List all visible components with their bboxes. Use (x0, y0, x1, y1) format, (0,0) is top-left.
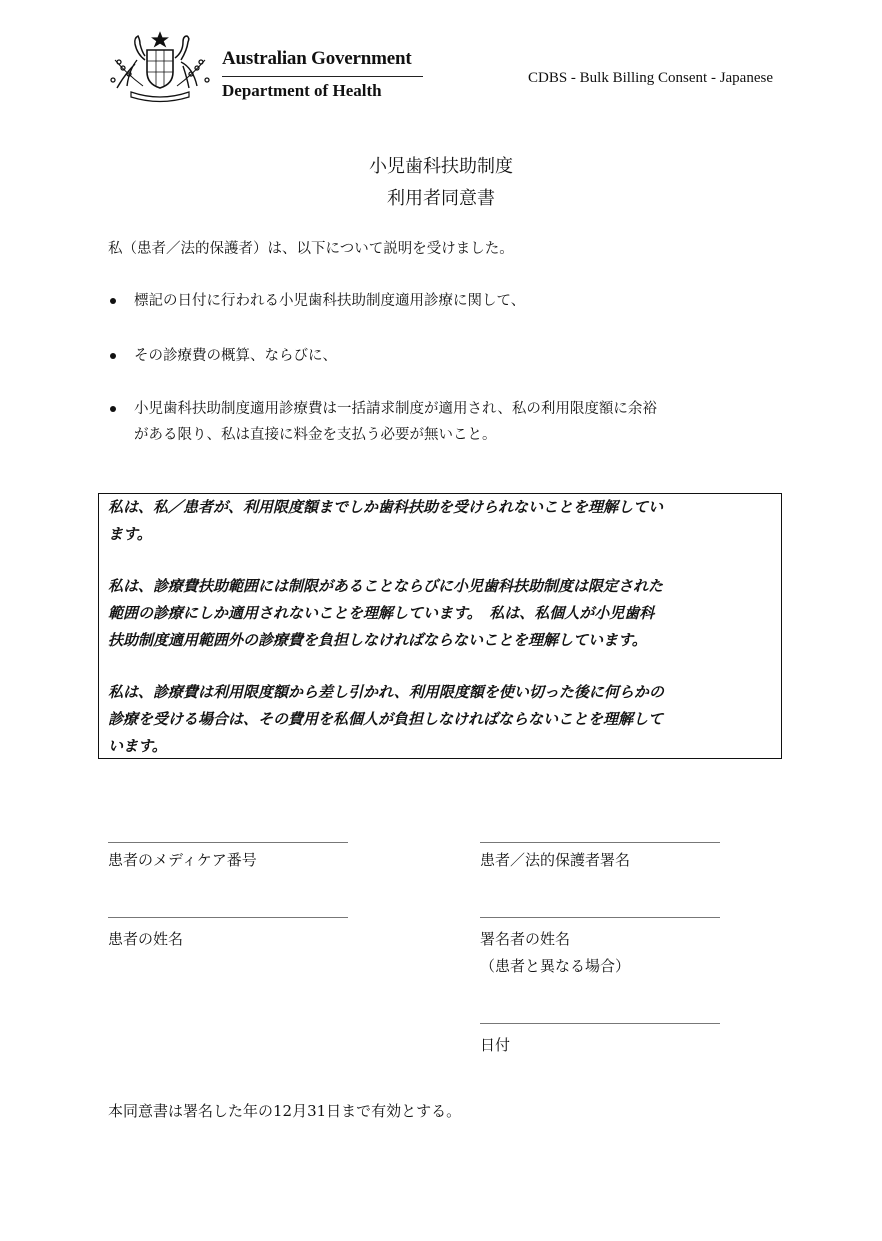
bullet-item-continued: がある限り、私は直接に料金を支払う必要が無いこと。 (134, 427, 497, 443)
medicare-number-field[interactable] (108, 842, 348, 843)
acknowledgement-text: 私は、診療費扶助範囲には制限があることならびに小児歯科扶助制度は限定された (108, 577, 664, 595)
signer-name-field[interactable] (480, 917, 720, 918)
bullet-icon (110, 353, 116, 359)
logo-divider (222, 76, 423, 77)
bullet-item: 小児歯科扶助制度適用診療費は一括請求制度が適用され、私の利用限度額に余裕 (134, 401, 657, 417)
date-label: 日付 (480, 1036, 511, 1054)
acknowledgement-text: 診療を受ける場合は、その費用を私個人が負担しなければならないことを理解して (108, 710, 664, 728)
acknowledgement-text: 私は、診療費は利用限度額から差し引かれ、利用限度額を使い切った後に何らかの (108, 683, 664, 701)
intro-statement: 私（患者／法的保護者）は、以下について説明を受けました。 (108, 241, 514, 257)
signer-name-note: （患者と異なる場合） (480, 957, 631, 975)
bullet-icon (110, 298, 116, 304)
document-title-line-1: 小児歯科扶助制度 (369, 156, 513, 177)
bullet-icon (110, 406, 116, 412)
date-field[interactable] (480, 1023, 720, 1024)
acknowledgement-text: ます。 (108, 525, 152, 543)
patient-name-label: 患者の姓名 (108, 930, 184, 948)
patient-name-field[interactable] (108, 917, 348, 918)
validity-note: 本同意書は署名した年の12月31日まで有効とする。 (108, 1102, 462, 1120)
acknowledgement-text: 範囲の診療にしか適用されないことを理解しています。 私は、私個人が小児歯科 (108, 604, 655, 622)
medicare-number-label: 患者のメディケア番号 (108, 851, 257, 869)
bullet-item: その診療費の概算、ならびに、 (134, 348, 337, 364)
signature-field[interactable] (480, 842, 720, 843)
signature-label: 患者／法的保護者署名 (480, 851, 631, 869)
acknowledgement-text: 私は、私／患者が、利用限度額までしか歯科扶助を受けられないことを理解してい (108, 498, 664, 516)
signer-name-label: 署名者の姓名 (480, 930, 571, 948)
document-code: CDBS - Bulk Billing Consent - Japanese (528, 70, 773, 86)
government-name: Australian Government (222, 48, 412, 69)
australian-coat-of-arms-icon (107, 30, 213, 104)
document-title-line-2: 利用者同意書 (387, 188, 495, 209)
acknowledgement-text: います。 (108, 737, 167, 755)
bullet-item: 標記の日付に行われる小児歯科扶助制度適用診療に関して、 (134, 293, 526, 309)
acknowledgement-text: 扶助制度適用範囲外の診療費を負担しなければならないことを理解しています。 (108, 631, 647, 649)
department-name: Department of Health (222, 81, 382, 100)
